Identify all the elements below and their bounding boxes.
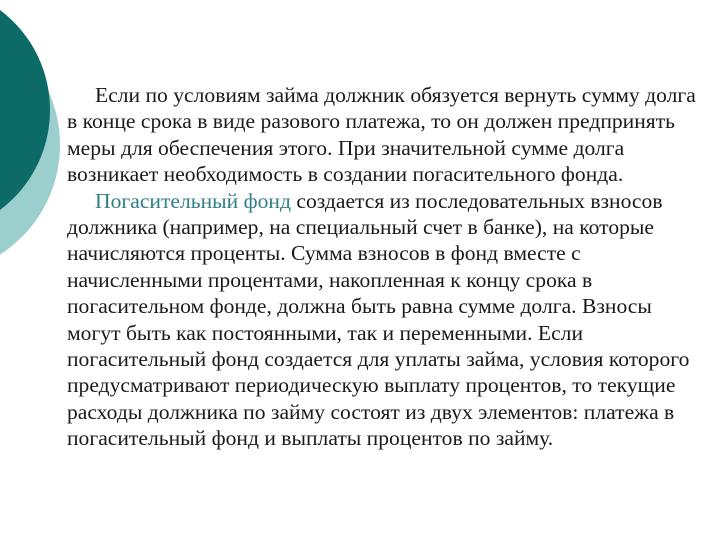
highlighted-term: Погасительный фонд [95, 188, 291, 213]
slide-body [67, 82, 697, 452]
paragraph-sinking-fund-text: создается из последовательных взносов должника (например, на специальный счет в банке), на которые начисляются проценты. Сумма взносов в фонд вместе с начисленными процентами, накопленная к концу срока в погасительном фонде, должна быть равна сумме долга. Взносы могут быть как постоянными, так и переменными. Если погасительный фонд создается для уплаты займа, условия которого предусматривают периодическую выплату процентов, то текущие расходы должника по займу состоят из двух элементов: платежа в погасительный фонд и выплаты процентов по займу. [67, 188, 690, 451]
paragraph-sinking-fund [67, 188, 697, 452]
paragraph-intro: Если по условиям займа должник обязуется вернуть сумму долга в конце срока в виде разового платежа, то он должен предпринять меры для обеспечения этого. При значительной сумме долга возникает необходимость в создании погасительного фонда. [67, 83, 696, 187]
decorative-circles [0, 0, 60, 300]
